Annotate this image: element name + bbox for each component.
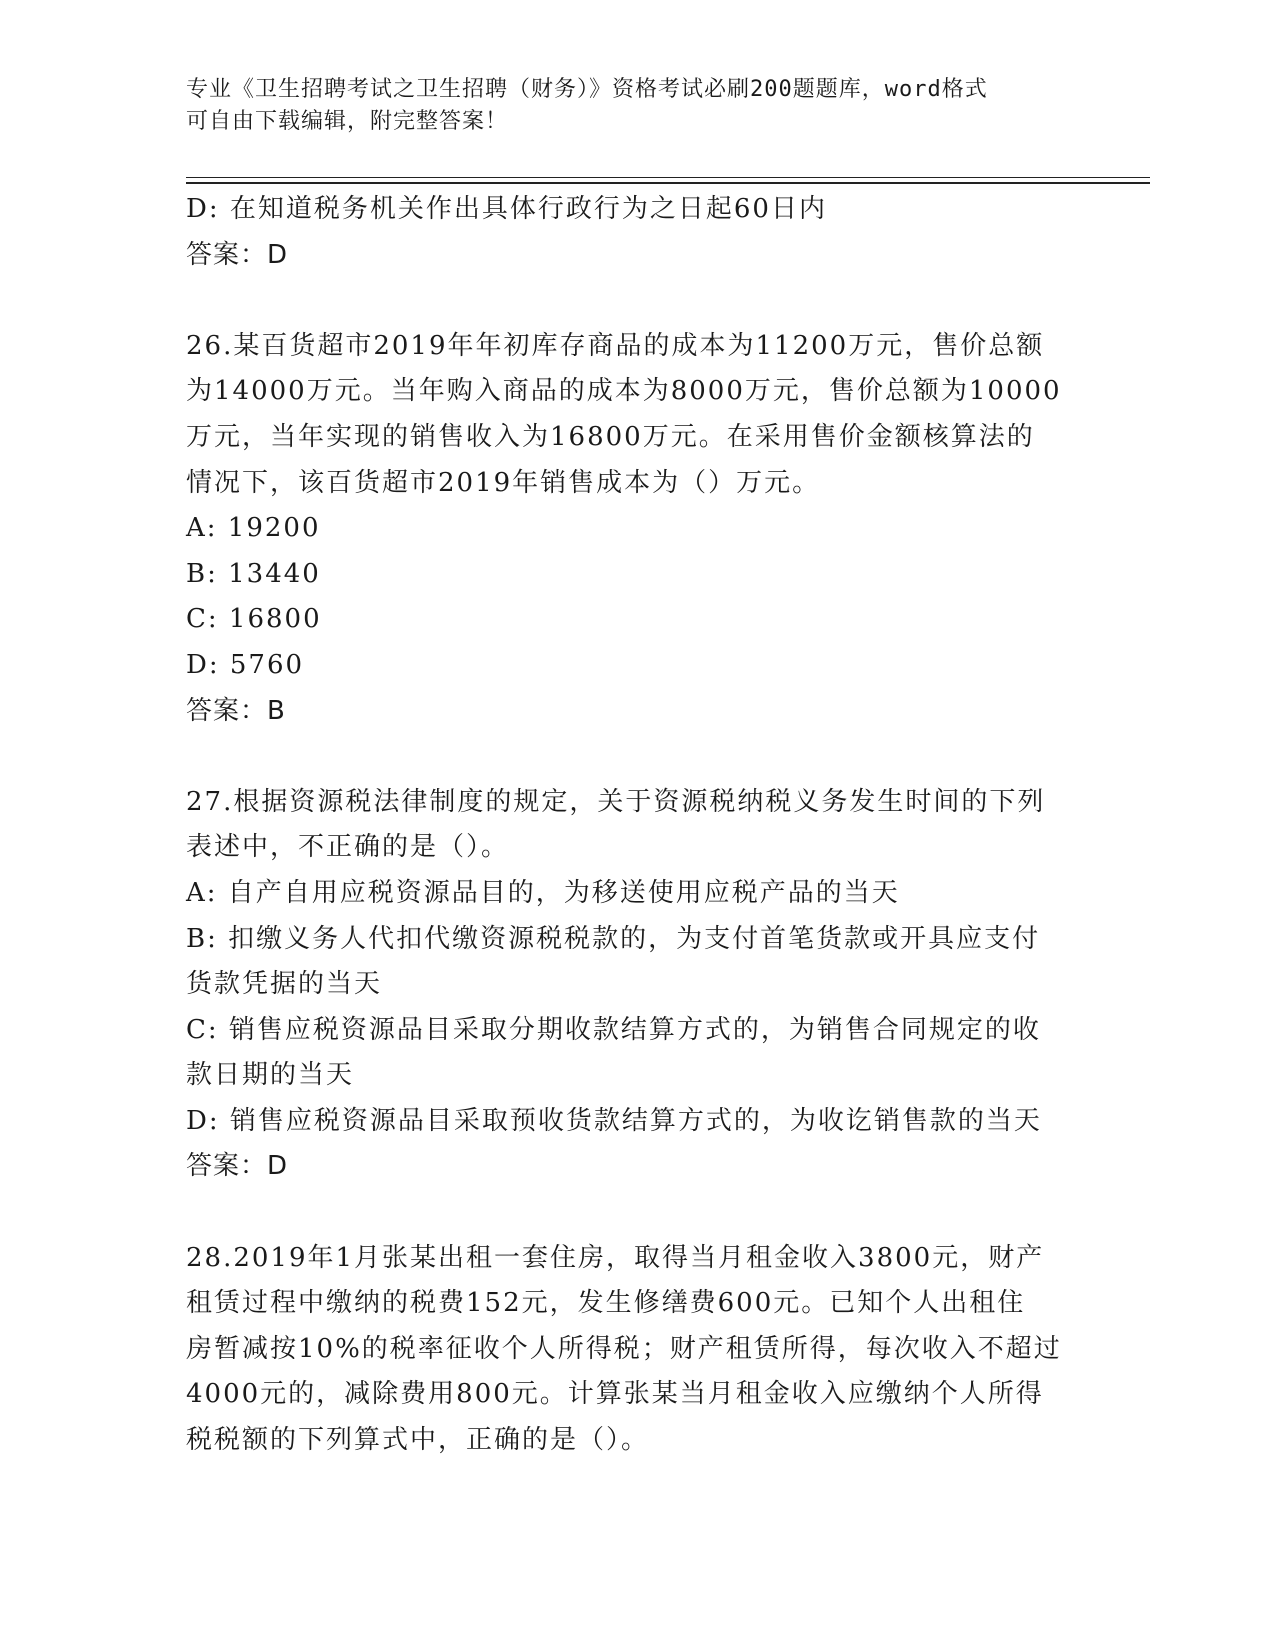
q26-stem-line-2: 为14000万元。当年购入商品的成本为8000万元，售价总额为10000: [186, 376, 1062, 407]
q27-option-b-line-2: 货款凭据的当天: [186, 969, 383, 1000]
q25-answer: 答案：D: [186, 239, 289, 270]
document-header: [186, 74, 1066, 138]
q26-option-a: A: 19200: [186, 513, 321, 544]
q28-stem-line-3: 房暂减按10%的税率征收个人所得税；财产租赁所得，每次收入不超过: [186, 1333, 1062, 1364]
q27-option-a: A: 自产自用应税资源品目的，为移送使用应税产品的当天: [186, 877, 900, 908]
spacer: [186, 278, 1086, 324]
q27-option-c-line-2: 款日期的当天: [186, 1060, 355, 1091]
header-line-1: 专业《卫生招聘考试之卫生招聘（财务）》资格考试必刷200题题库，word格式: [186, 77, 988, 102]
q26-option-b: B: 13440: [186, 558, 321, 589]
q26-option-c: C: 16800: [186, 604, 322, 635]
q28-stem-line-5: 税税额的下列算式中，正确的是（）。: [186, 1425, 650, 1456]
q26-option-d: D: 5760: [186, 649, 305, 680]
q27-option-c-line-1: C: 销售应税资源品目采取分期收款结算方式的，为销售合同规定的收: [186, 1014, 1041, 1045]
q27-answer: 答案：D: [186, 1151, 289, 1182]
q27-option-d: D: 销售应税资源品目采取预收货款结算方式的，为收讫销售款的当天: [186, 1105, 1042, 1136]
q28-stem-line-1: 28.2019年1月张某出租一套住房，取得当月租金收入3800元，财产: [186, 1242, 1045, 1273]
q26-stem-line-3: 万元，当年实现的销售收入为16800万元。在采用售价金额核算法的: [186, 421, 1035, 452]
spacer: [186, 1190, 1086, 1236]
q26-answer: 答案：B: [186, 695, 286, 726]
q25-option-d: D: 在知道税务机关作出具体行政行为之日起60日内: [186, 194, 827, 224]
header-line-2: 可自由下载编辑，附完整答案！: [186, 109, 509, 134]
q27-stem-line-2: 表述中，不正确的是（）。: [186, 832, 510, 863]
header-divider-thick: [186, 182, 1150, 184]
q27-option-b-line-1: B: 扣缴义务人代扣代缴资源税税款的，为支付首笔货款或开具应支付: [186, 923, 1041, 954]
q26-stem-line-4: 情况下，该百货超市2019年销售成本为（）万元。: [186, 467, 821, 498]
q28-stem-line-2: 租赁过程中缴纳的税费152元，发生修缮费600元。已知个人出租住: [186, 1288, 1026, 1319]
q26-stem-line-1: 26.某百货超市2019年年初库存商品的成本为11200万元，售价总额: [186, 330, 1045, 361]
question-content: [186, 187, 1086, 1464]
q27-stem-line-1: 27.根据资源税法律制度的规定，关于资源税纳税义务发生时间的下列: [186, 786, 1046, 817]
spacer: [186, 734, 1086, 780]
q28-stem-line-4: 4000元的，减除费用800元。计算张某当月租金收入应缴纳个人所得: [186, 1379, 1044, 1410]
header-divider-thin: [186, 177, 1150, 178]
